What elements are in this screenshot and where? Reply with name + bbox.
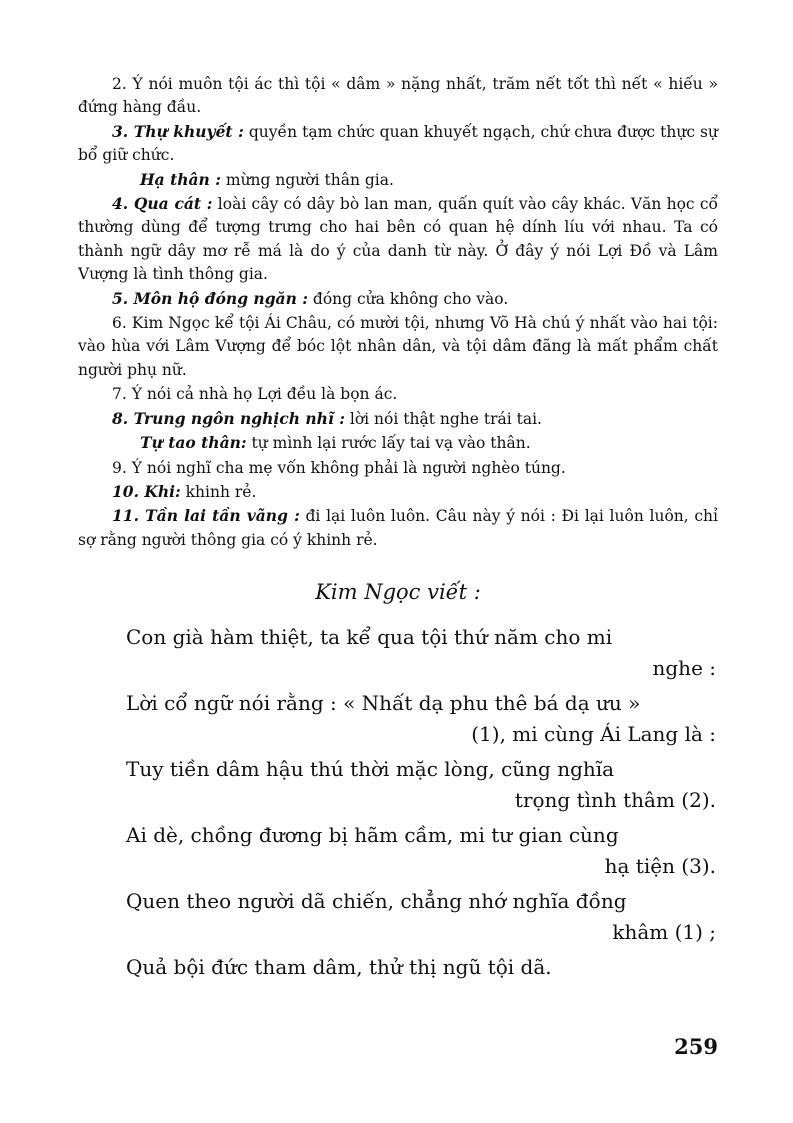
- note-6: [78, 311, 718, 382]
- note-text: 7. Ý nói cả nhà họ Lợi đều là bọn ác.: [112, 385, 398, 404]
- verse-line: Ai dè, chồng đương bị hãm cầm, mi tư gian cùng: [126, 823, 619, 848]
- note-text: lời nói thật nghe trái tai.: [344, 409, 542, 428]
- note-text: khinh rẻ.: [180, 482, 257, 501]
- note-text: 9. Ý nói nghĩ cha mẹ vốn không phải là người nghèo túng.: [112, 458, 566, 477]
- section-heading: Kim Ngọc viết :: [315, 580, 481, 605]
- note-1: [78, 72, 718, 120]
- note-term: 4. Qua cát :: [112, 194, 213, 214]
- note-term: 8. Trung ngôn nghịch nhĩ :: [112, 408, 345, 428]
- note-3: [78, 168, 718, 192]
- note-9: [78, 431, 718, 455]
- verse-line: Lời cổ ngữ nói rằng : « Nhất dạ phu thê bá dạ ưu »: [126, 691, 641, 716]
- verse-line: Tuy tiền dâm hậu thú thời mặc lòng, cũng nghĩa: [126, 757, 615, 782]
- note-text: 2. Ý nói muôn tội ác thì tội « dâm » nặng nhất, trăm nết tốt thì nết « hiếu » đứng hàng đầu.: [78, 75, 718, 117]
- verse-continuation: hạ tiện (3).: [604, 854, 716, 879]
- note-term: 11. Tần lai tần vãng :: [112, 506, 300, 526]
- footnotes: [78, 72, 718, 552]
- note-text: mừng người thân gia.: [220, 170, 394, 189]
- note-term: 3. Thự khuyết :: [112, 121, 244, 141]
- note-8: [78, 407, 718, 431]
- note-text: 6. Kim Ngọc kể tội Ái Châu, có mười tội, nhưng Võ Hà chú ý nhất vào hai tội: vào hùa với Lâm Vượng để bóc lột nhân dân, và tội dâm đãng là mất phẩm chất người phụ nữ.: [78, 314, 718, 379]
- note-text: loài cây có dây bò lan man, quấn quít vào cây khác. Văn học cổ thường dùng để tượng trưng cho hai bên có quan hệ dính líu với nhau. Ta có thành ngữ dây mơ rễ má là do ý của danh từ này. Ở đây ý nói Lợi Đồ và Lâm Vượng là tình thông gia.: [78, 195, 718, 284]
- verse-continuation: trọng tình thâm (2).: [514, 788, 716, 813]
- note-10: [78, 456, 718, 480]
- note-term: Tự tao thân:: [140, 433, 247, 453]
- document-page: [78, 72, 718, 987]
- verse-continuation: khâm (1) ;: [612, 920, 716, 945]
- page-number: 259: [674, 1034, 718, 1059]
- verse: [126, 820, 716, 882]
- verse-block: [126, 622, 716, 983]
- note-term: 10. Khi:: [112, 481, 181, 501]
- note-11: [78, 480, 718, 504]
- verse-line: Con già hàm thiệt, ta kể qua tội thứ năm cho mi: [126, 625, 613, 650]
- verse-line: Quen theo người dã chiến, chẳng nhớ nghĩa đồng: [126, 889, 627, 914]
- verse: [126, 688, 716, 750]
- note-text: tự mình lại rước lấy tai vạ vào thân.: [246, 434, 531, 453]
- note-text: quyền tạm chức quan khuyết ngạch, chứ chưa được thực sự bổ giữ chức.: [78, 122, 718, 165]
- note-5: [78, 287, 718, 311]
- note-7: [78, 382, 718, 406]
- note-2: [78, 120, 718, 168]
- note-4: [78, 192, 718, 287]
- note-text: đi lại luôn luôn. Câu này ý nói : Đi lại luôn luôn, chỉ sợ rằng người thông gia có ý khinh rẻ.: [78, 507, 718, 549]
- verse-continuation: nghe :: [652, 656, 716, 681]
- note-term: Hạ thân :: [140, 169, 221, 189]
- note-term: 5. Môn hộ đóng ngăn :: [112, 288, 308, 308]
- verse-continuation: (1), mi cùng Ái Lang là :: [471, 722, 716, 747]
- verse: [126, 952, 716, 983]
- verse-line: Quả bội đức tham dâm, thử thị ngũ tội dã.: [126, 955, 552, 980]
- verse: [126, 622, 716, 684]
- verse: [126, 886, 716, 948]
- verse: [126, 754, 716, 816]
- note-12: [78, 504, 718, 552]
- note-text: đóng cửa không cho vào.: [307, 289, 509, 308]
